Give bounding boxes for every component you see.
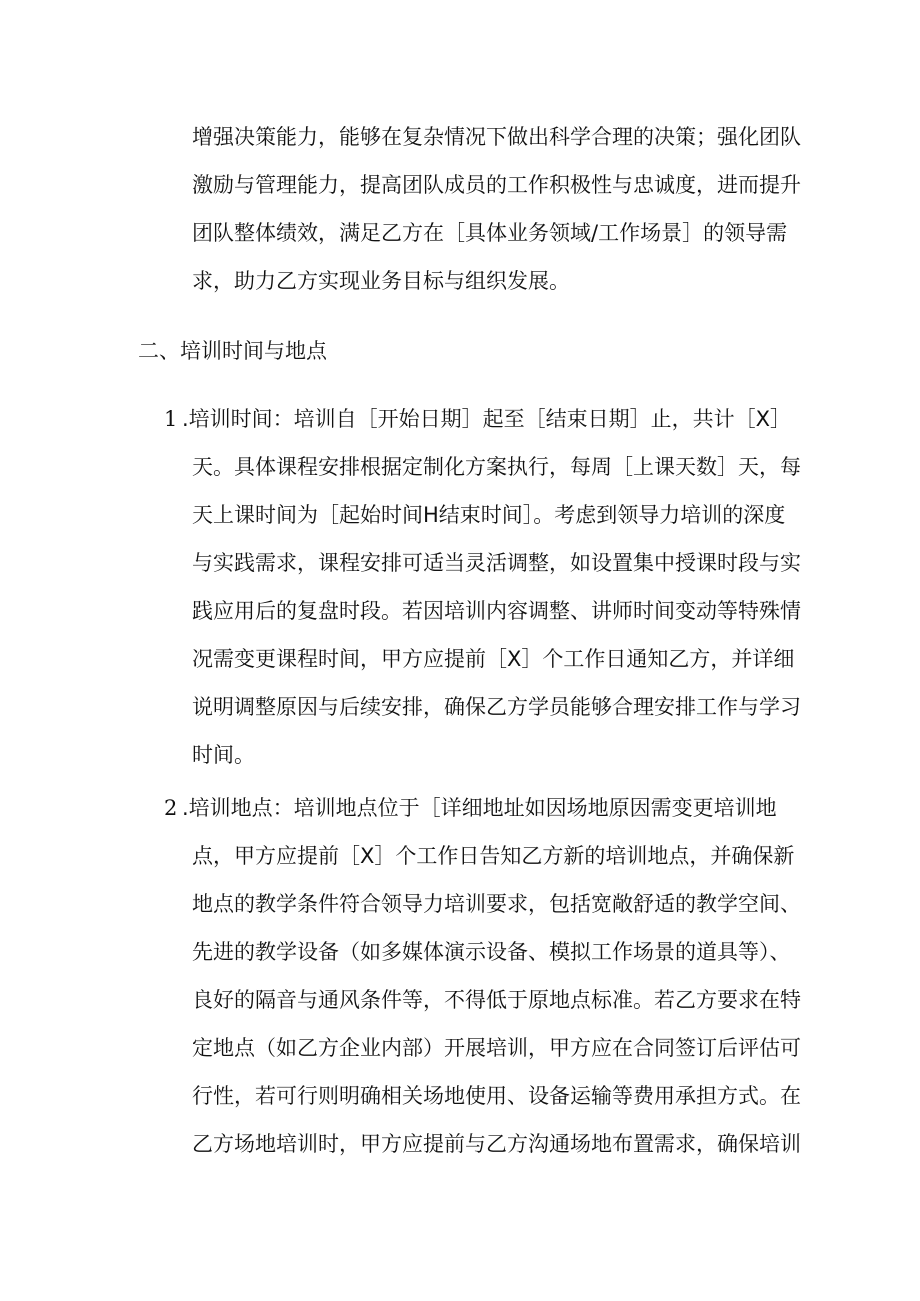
item-line: 定地点（如乙方企业内部）开展培训，甲方应在合同签订后评估可 — [192, 1036, 801, 1060]
item-line: 乙方场地培训时，甲方应提前与乙方沟通场地布置需求，确保培训 — [192, 1132, 801, 1156]
item-line: 时间。 — [192, 743, 255, 767]
item-line: 况需变更课程时间，甲方应提前［X］个工作日通知乙方，并详细 — [192, 647, 795, 671]
item-line: 践应用后的复盘时段。若因培训内容调整、讲师时间变动等特殊情 — [192, 599, 801, 623]
section-heading: 二、培训时间与地点 — [138, 339, 327, 363]
intro-line: 团队整体绩效，满足乙方在［具体业务领域/工作场景］的领导需 — [192, 221, 788, 245]
item-line: 说明调整原因与后续安排，确保乙方学员能够合理安排工作与学习 — [192, 695, 801, 719]
item-line: 行性，若可行则明确相关场地使用、设备运输等费用承担方式。在 — [192, 1084, 801, 1108]
item-line: 良好的隔音与通风条件等，不得低于原地点标准。若乙方要求在特 — [192, 988, 801, 1012]
item-line: 与实践需求，课程安排可适当灵活调整，如设置集中授课时段与实 — [192, 551, 801, 575]
item-line: 天上课时间为［起始时间H结束时间］。考虑到领导力培训的深度 — [192, 503, 786, 527]
item-line: 先进的教学设备（如多媒体演示设备、模拟工作场景的道具等）、 — [192, 940, 791, 964]
intro-line: 激励与管理能力，提高团队成员的工作积极性与忠诚度，进而提升 — [192, 173, 801, 197]
item-line: 点，甲方应提前［X］个工作日告知乙方新的培训地点，并确保新 — [192, 844, 795, 868]
item-line: 天。具体课程安排根据定制化方案执行，每周［上课天数］天，每 — [192, 455, 801, 479]
item-number: 2 — [164, 796, 178, 820]
item-line: .培训时间：培训自［开始日期］起至［结束日期］止，共计［X］ — [182, 407, 792, 431]
item-line: .培训地点：培训地点位于［详细地址如因场地原因需变更培训地 — [182, 796, 777, 820]
item-line: 地点的教学条件符合领导力培训要求，包括宽敞舒适的教学空间、 — [192, 892, 801, 916]
item-number: 1 — [164, 407, 178, 431]
intro-line: 增强决策能力，能够在复杂情况下做出科学合理的决策；强化团队 — [192, 125, 801, 149]
intro-line: 求，助力乙方实现业务目标与组织发展。 — [192, 269, 570, 293]
